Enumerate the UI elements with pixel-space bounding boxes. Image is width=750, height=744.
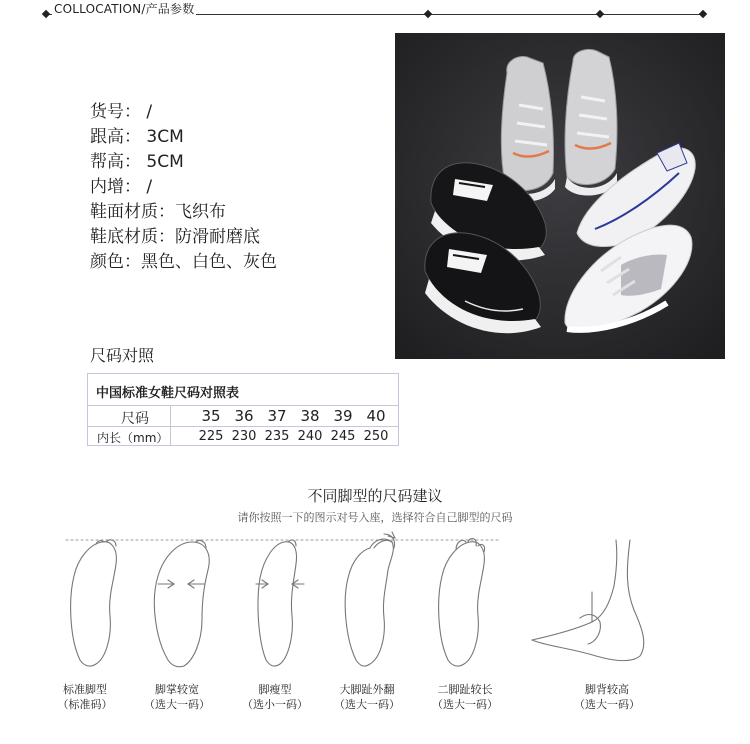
size-chart-heading: 尺码对照	[90, 346, 155, 365]
spec-list	[90, 100, 277, 275]
length-value: 235	[264, 429, 290, 444]
foot-type-name: 脚掌较宽	[155, 683, 199, 696]
length-value: 250	[363, 429, 389, 444]
foot-type-advice: （选大一码）	[144, 698, 210, 711]
spec-item: 内增： /	[90, 177, 153, 197]
size-chart-table	[87, 373, 399, 446]
table-divider	[88, 405, 398, 406]
foot-type-label	[312, 682, 422, 712]
thin-foot-icon	[256, 540, 304, 666]
diamond-marker-icon	[596, 10, 604, 18]
foot-guide-title: 不同脚型的尺码建议	[307, 487, 443, 505]
foot-type-label	[552, 682, 662, 712]
foot-guide-subtitle: 请你按照一下的图示对号入座，选择符合自己脚型的尺码	[237, 511, 513, 524]
foot-type-label	[122, 682, 232, 712]
diamond-marker-icon	[42, 10, 50, 18]
length-value: 230	[231, 429, 257, 444]
size-value: 40	[366, 407, 386, 425]
foot-type-advice: （选大一码）	[432, 698, 498, 711]
length-value: 225	[198, 429, 224, 444]
foot-type-label	[410, 682, 520, 712]
size-value: 37	[267, 407, 287, 425]
wide-foot-icon	[154, 540, 209, 666]
product-photo	[395, 33, 725, 359]
diamond-marker-icon	[424, 10, 432, 18]
spec-item: 货号： /	[90, 102, 153, 122]
foot-type-advice: （选大一码）	[334, 698, 400, 711]
size-row-label: 尺码	[121, 411, 149, 427]
spec-item: 鞋面材质：飞织布	[90, 202, 226, 222]
section-title: COLLOCATION/产品参数	[54, 2, 195, 16]
foot-type-name: 脚背较高	[585, 683, 629, 696]
foot-type-illustrations	[30, 530, 730, 680]
spec-item: 颜色：黑色、白色、灰色	[90, 252, 277, 272]
diamond-marker-icon	[699, 10, 707, 18]
spec-item: 帮高： 5CM	[90, 152, 184, 172]
table-title: 中国标准女鞋尺码对照表	[96, 386, 240, 401]
foot-type-advice: （标准码）	[57, 698, 113, 711]
foot-type-name: 脚瘦型	[258, 683, 292, 696]
size-value: 39	[333, 407, 353, 425]
size-value: 38	[300, 407, 320, 425]
length-value: 240	[297, 429, 323, 444]
foot-type-name: 大脚趾外翻	[339, 683, 395, 696]
length-row-label: 内长（mm）	[97, 431, 169, 445]
sneakers-illustration	[395, 33, 725, 359]
long-second-toe-icon	[439, 539, 485, 667]
table-divider	[170, 405, 171, 445]
size-value: 36	[234, 407, 254, 425]
foot-type-advice: （选大一码）	[574, 698, 640, 711]
foot-type-advice: （选小一码）	[242, 698, 308, 711]
high-instep-foot-icon	[532, 540, 644, 661]
spec-item: 鞋底材质：防滑耐磨底	[90, 227, 260, 247]
spec-item: 跟高： 3CM	[90, 127, 184, 147]
foot-type-name: 二脚趾较长	[437, 683, 493, 696]
length-value: 245	[330, 429, 356, 444]
standard-foot-icon	[71, 540, 117, 666]
foot-type-name: 标准脚型	[63, 683, 107, 696]
bunion-foot-icon	[345, 532, 395, 666]
size-value: 35	[201, 407, 221, 425]
